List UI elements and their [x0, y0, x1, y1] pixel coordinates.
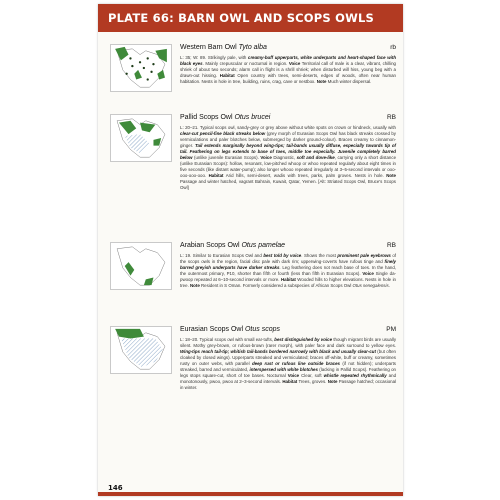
status-code: rb: [390, 44, 396, 51]
desc-emphasis: whistle repeated rhythmically: [323, 373, 387, 378]
desc-text: Clear, soft: [299, 373, 324, 378]
range-map-image: [111, 327, 171, 373]
plate-banner: [98, 4, 403, 32]
desc-text: Much winter dispersal.: [326, 79, 372, 84]
desc-emphasis: interspersed with white blotches: [249, 367, 318, 372]
habitat-label: Habitat: [282, 379, 298, 384]
range-map-image: [111, 45, 171, 91]
scientific-reference: Otus senegalensis: [352, 283, 389, 288]
scientific-name: Otus brucei: [234, 114, 271, 121]
range-map-eurasian-scops-owl: [110, 326, 172, 374]
desc-text: , carrying only a short distance (unlike Eurasian Scops): hollow, resonant, low-pitched whoop or whoo repeated regularly about eight times in five seconds (like distant water-pump); also longer whooo repeated irregularly at 3–5-second intervals or ooo-ooo-ooo-ooo.: [180, 155, 397, 178]
desc-text: L: 20–21. Typical scops owl, sandy-grey or grey above without white spots on crown or hindneck, usually with: [180, 125, 396, 130]
common-name: Western Barn Owl: [180, 44, 237, 51]
note-label: Note: [316, 79, 327, 84]
note-label: Note: [327, 379, 338, 384]
common-name: Pallid Scops Owl: [180, 114, 233, 121]
desc-text: Territorial call of male is a clear, vibrant, chilling shriek of about two seconds; alarm call in flight is a shrill shriek; when disturbed will hiss, young beg with a drawn-out hissing.: [180, 61, 397, 78]
desc-text: . Leg feathering does not reach base of toes. In the hand, the outermost primary, P10, shorter than fifth or fourth (less than fifth in Eurasian Scops).: [180, 265, 396, 276]
page-number: 146: [108, 484, 123, 492]
desc-text: of the scops owls in the region, facial disc pale with dark rim; upperwing-coverts have rufous tinge and: [180, 253, 396, 264]
desc-emphasis: deep rust or rufous line outside braces: [251, 361, 340, 366]
habitat-label: Habitat: [208, 173, 224, 178]
desc-text: (but often cloaked by closed wings). Upperparts streaked and vermiculated; braces off-white, buff or creamy, sometimes rusty on outer webs, with parallel: [180, 349, 396, 366]
note-label: Note: [190, 283, 200, 288]
species-description: [180, 55, 396, 85]
species-entry-eurasian-scops-owl: [110, 326, 396, 476]
voice-label: Voice: [260, 155, 272, 160]
desc-emphasis: best distinguished by voice: [274, 337, 333, 342]
species-entry-barn-owl: [110, 44, 396, 106]
scientific-name: Otus pamelae: [241, 242, 286, 249]
common-name: Arabian Scops Owl: [180, 242, 240, 249]
desc-text: L: 35; W: 89. Strikingly pale, with: [180, 55, 248, 60]
species-heading: [180, 114, 396, 124]
species-heading: [180, 44, 396, 54]
desc-text: and monotonously, pwoo, pwoo at 2–3-second intervals.: [180, 373, 397, 384]
voice-label: Voice: [362, 271, 374, 276]
voice-label: Voice: [288, 61, 301, 66]
desc-emphasis: Tail extends marginally beyond wing-tips; tail-bands usually diffuse, especially towards tip of tail. Feathering on legs extends to base of toes, middle toe especially. Juvenile completely barred below: [180, 143, 396, 160]
range-map-image: [111, 115, 171, 161]
desc-text: Passage hatched; occasional in winter.: [180, 379, 397, 390]
range-map-image: [111, 243, 171, 289]
desc-emphasis: clear-cut pencil-fine black streaks below: [180, 131, 266, 136]
habitat-label: Habitat: [219, 73, 235, 78]
desc-emphasis: Wing-tips reach tail-tip; whitish tail-bands bordered narrowly with black and usually clear-cut: [180, 349, 376, 354]
species-entry-arabian-scops-owl: [110, 242, 396, 320]
species-description: [180, 337, 396, 391]
desc-text: (if not hidden); underparts streaked, barred and vermiculated,: [180, 361, 397, 372]
common-name: Eurasian Scops Owl: [180, 326, 244, 333]
desc-text: Wooded hills to higher elevations. Nests in hole in tree.: [180, 277, 396, 288]
voice-label: Voice: [287, 373, 300, 378]
species-heading: [180, 326, 396, 336]
desc-text: Arid hills, semi-desert, wadis with trees, parks, palm groves. Nests in hole.: [223, 173, 387, 178]
desc-emphasis: prominent pale eyebrows: [337, 253, 391, 258]
book-page: [98, 4, 403, 496]
desc-text: .: [388, 283, 390, 288]
bottom-bar: [98, 492, 403, 496]
desc-text: Open country with trees, semi-deserts, edges of woods, often near human habitation. Nests in hole in tree, building, ruins, crag, cave or nestbox.: [180, 73, 396, 84]
status-code: PM: [386, 326, 396, 333]
scientific-name: Otus scops: [244, 326, 280, 333]
desc-emphasis: best told by voice: [263, 253, 302, 258]
desc-text: (lacking in Pallid Scops). Feathering on legs stops square-cut, short of toe bases. Nocturnal: [180, 367, 396, 378]
desc-text: Resident in S Oman. Formerly considered a subspecies of African Scops Owl: [199, 283, 353, 288]
desc-text: . Mainly crepuscular or nocturnal in region.: [202, 61, 289, 66]
plate-title: PLATE 66: BARN OWL AND SCOPS OWLS: [108, 11, 374, 25]
status-code: RB: [386, 114, 396, 121]
desc-emphasis: creamy-buff upperparts, white underparts and heart-shaped face with black eyes: [180, 55, 396, 66]
desc-emphasis: soft and dove-like: [296, 155, 335, 160]
species-entry-pallid-scops-owl: [110, 114, 396, 236]
habitat-label: Habitat: [280, 277, 296, 282]
desc-text: L: 19. Similar to Eurasian Scops Owl and: [180, 253, 264, 258]
desc-text: though migrant birds are usually silent. Mothy grey-brown, or rufous-brown (rarer morph), with paler face and dark surround to yellow eyes.: [180, 337, 397, 348]
desc-emphasis: finely barred greyish underparts have darker streaks: [180, 259, 396, 270]
desc-text: Trees, groves.: [297, 379, 328, 384]
range-map-arabian-scops-owl: [110, 242, 172, 290]
desc-text: Passage and winter hatched, vagrant Bahrain, Kuwait, Qatar, Yemen. [Alt: Striated Scops Owl, Bruce's Scops Owl]: [180, 179, 396, 190]
range-map-pallid-scops-owl: [110, 114, 172, 162]
species-description: [180, 253, 396, 289]
status-code: RB: [386, 242, 396, 249]
range-map-barn-owl: [110, 44, 172, 92]
desc-text: Single da-pwoop repeated at 6–10-second intervals or more.: [180, 271, 396, 282]
scientific-name: Tyto alba: [238, 44, 267, 51]
desc-text: L: 18–20. Typical scops owl with small ear-tufts,: [180, 337, 275, 342]
desc-text: Diagnostic,: [271, 155, 297, 160]
species-heading: [180, 242, 396, 252]
species-description: [180, 125, 396, 191]
desc-text: . Shows the most: [301, 253, 338, 258]
desc-text: (unlike juvenile Eurasian Scops).: [192, 155, 261, 160]
note-label: Note: [386, 173, 396, 178]
desc-text: (grey morph of Eurasian Scops Owl has black streaks crossed by vermiculations and paler blotches below, submerged by darker ground-colour). Braces creamy to cinnamon-ginger.: [180, 131, 396, 148]
